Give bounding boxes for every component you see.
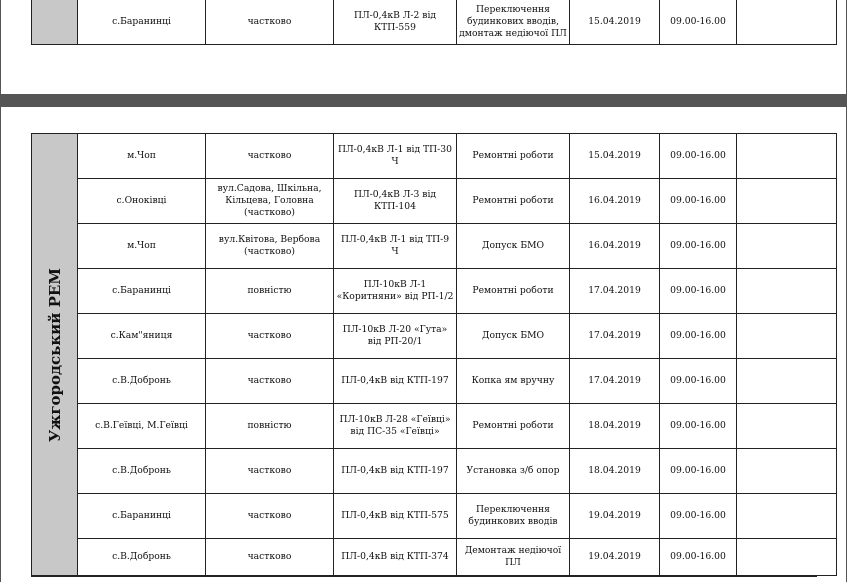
note-cell: [737, 359, 837, 404]
time-cell: 09.00-16.00: [660, 0, 737, 45]
page-main: [0, 107, 847, 582]
line-cell: ПЛ-0,4кВ від КТП-197: [334, 449, 457, 494]
line-cell: ПЛ-10кВ Л-28 «Геївці» від ПС-35 «Геївці»: [334, 404, 457, 449]
page-separator: [0, 95, 847, 107]
scope-cell: частково: [206, 539, 334, 576]
time-cell: 09.00-16.00: [660, 539, 737, 576]
time-cell: 09.00-16.00: [660, 224, 737, 269]
note-cell: [737, 0, 837, 45]
scope-cell: частково: [206, 0, 334, 45]
date-cell: 15.04.2019: [570, 134, 660, 179]
table-row: [32, 404, 837, 449]
place-cell: с.Баранинці: [78, 0, 206, 45]
note-cell: [737, 314, 837, 359]
line-cell: ПЛ-0,4кВ Л-1 від ТП-9 Ч: [334, 224, 457, 269]
work-cell: Ремонтні роботи: [457, 404, 570, 449]
time-cell: 09.00-16.00: [660, 134, 737, 179]
table-row: [32, 314, 837, 359]
department-label: Ужгородський РЕМ: [45, 267, 64, 442]
line-cell: ПЛ-0,4кВ Л-1 від ТП-30 Ч: [334, 134, 457, 179]
place-cell: м.Чоп: [78, 134, 206, 179]
scope-cell: повністю: [206, 269, 334, 314]
note-cell: [737, 494, 837, 539]
place-cell: м.Чоп: [78, 224, 206, 269]
note-cell: [737, 134, 837, 179]
date-cell: 16.04.2019: [570, 179, 660, 224]
work-cell: Ремонтні роботи: [457, 179, 570, 224]
outage-schedule-table: [31, 133, 837, 576]
note-cell: [737, 404, 837, 449]
date-cell: 15.04.2019: [570, 0, 660, 45]
place-cell: с.В.Добронь: [78, 539, 206, 576]
work-cell: Ремонтні роботи: [457, 134, 570, 179]
place-cell: с.В.Геївці, М.Геївці: [78, 404, 206, 449]
work-cell: Допуск БМО: [457, 314, 570, 359]
time-cell: 09.00-16.00: [660, 269, 737, 314]
time-cell: 09.00-16.00: [660, 449, 737, 494]
scope-cell: частково: [206, 449, 334, 494]
date-cell: 16.04.2019: [570, 224, 660, 269]
scope-cell: частково: [206, 314, 334, 359]
scope-cell: вул.Квітова, Вербова (частково): [206, 224, 334, 269]
department-cell: [32, 134, 78, 576]
work-cell: Допуск БМО: [457, 224, 570, 269]
page-top-fragment: [0, 0, 847, 95]
place-cell: с.Кам"яниця: [78, 314, 206, 359]
work-cell: Демонтаж недіючої ПЛ: [457, 539, 570, 576]
scope-cell: вул.Садова, Шкільна, Кільцева, Головна (частково): [206, 179, 334, 224]
scope-cell: частково: [206, 359, 334, 404]
date-cell: 17.04.2019: [570, 314, 660, 359]
scope-cell: повністю: [206, 404, 334, 449]
date-cell: 18.04.2019: [570, 449, 660, 494]
place-cell: с.В.Добронь: [78, 449, 206, 494]
time-cell: 09.00-16.00: [660, 179, 737, 224]
date-cell: 17.04.2019: [570, 359, 660, 404]
table-row: [32, 179, 837, 224]
date-cell: 17.04.2019: [570, 269, 660, 314]
note-cell: [737, 179, 837, 224]
table-bottom-border: [31, 576, 817, 577]
department-cell: [32, 0, 78, 45]
place-cell: с.Баранинці: [78, 269, 206, 314]
line-cell: ПЛ-0,4кВ Л-3 від КТП-104: [334, 179, 457, 224]
table-row: [32, 224, 837, 269]
table-row: [32, 269, 837, 314]
work-cell: Переключення будинкових вводів, дмонтаж недіючої ПЛ: [457, 0, 570, 45]
date-cell: 18.04.2019: [570, 404, 660, 449]
note-cell: [737, 449, 837, 494]
note-cell: [737, 539, 837, 576]
line-cell: ПЛ-0,4кВ від КТП-197: [334, 359, 457, 404]
scope-cell: частково: [206, 494, 334, 539]
line-cell: ПЛ-0,4кВ Л-2 від КТП-559: [334, 0, 457, 45]
table-row: [32, 134, 837, 179]
time-cell: 09.00-16.00: [660, 494, 737, 539]
note-cell: [737, 224, 837, 269]
table-row: [32, 539, 837, 576]
table-row: [32, 359, 837, 404]
top-outage-table: [31, 0, 837, 45]
line-cell: ПЛ-10кВ Л-20 «Гута» від РП-20/1: [334, 314, 457, 359]
table-row: [32, 449, 837, 494]
time-cell: 09.00-16.00: [660, 314, 737, 359]
line-cell: ПЛ-0,4кВ від КТП-575: [334, 494, 457, 539]
place-cell: с.В.Добронь: [78, 359, 206, 404]
date-cell: 19.04.2019: [570, 494, 660, 539]
work-cell: Переключення будинкових вводів: [457, 494, 570, 539]
work-cell: Копка ям вручну: [457, 359, 570, 404]
line-cell: ПЛ-0,4кВ від КТП-374: [334, 539, 457, 576]
date-cell: 19.04.2019: [570, 539, 660, 576]
table-row: [32, 0, 837, 45]
table-row: [32, 494, 837, 539]
place-cell: с.Оноківці: [78, 179, 206, 224]
work-cell: Ремонтні роботи: [457, 269, 570, 314]
place-cell: с.Баранинці: [78, 494, 206, 539]
scope-cell: частково: [206, 134, 334, 179]
time-cell: 09.00-16.00: [660, 404, 737, 449]
line-cell: ПЛ-10кВ Л-1 «Коритняни» від РП-1/2: [334, 269, 457, 314]
note-cell: [737, 269, 837, 314]
time-cell: 09.00-16.00: [660, 359, 737, 404]
work-cell: Установка з/б опор: [457, 449, 570, 494]
